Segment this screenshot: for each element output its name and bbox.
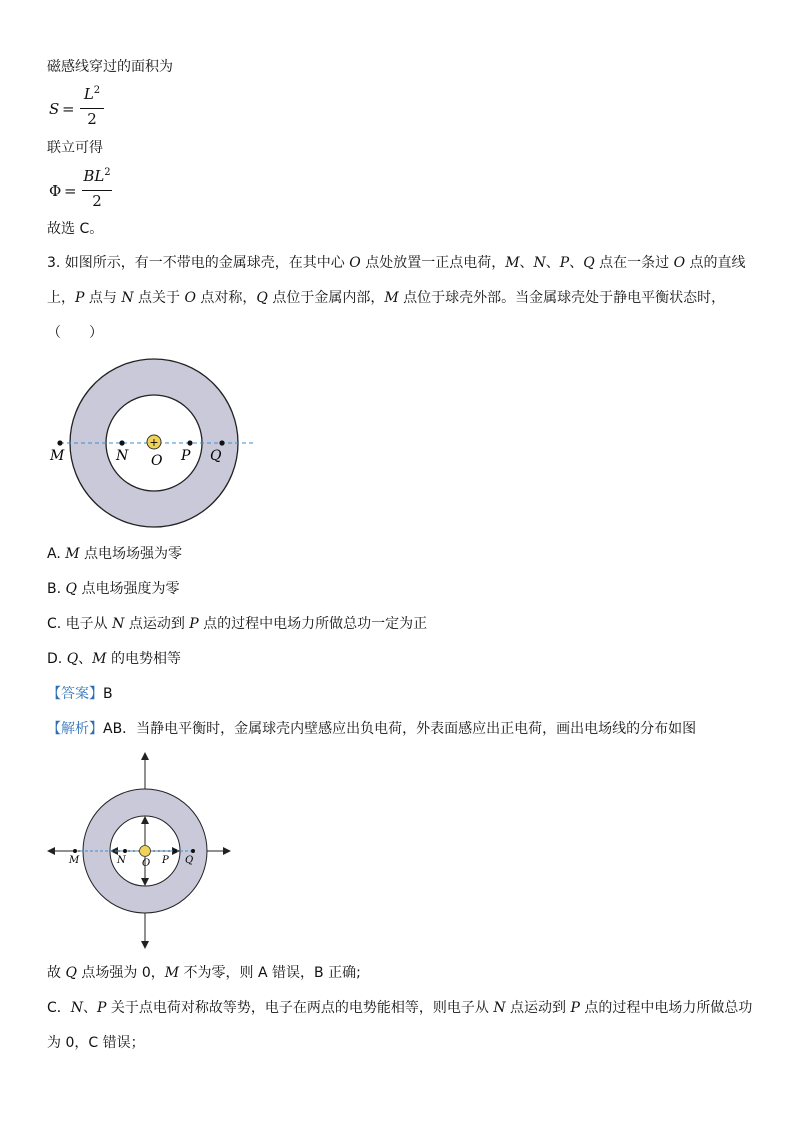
conclusion-ab: 故 Q 点场强为 0，M 不为零，则 A 错误，B 正确; [47,965,361,981]
point-Q [219,440,224,445]
area-fraction-bar [80,108,104,109]
figure-shell-diagram [40,355,270,535]
flux-eq: = [64,182,77,200]
point-M [57,440,62,445]
label-Q-2: Q [185,855,194,866]
explain-c-line-1: C．N、P 关于点电荷对称故等势，电子在两点的电势能相等，则电子从 N 点运动到 P 点的过程中电场力所做总功 [47,1000,753,1016]
analysis-line [47,719,696,739]
label-P: P [181,448,191,464]
label-Q: Q [210,448,222,464]
flux-fraction-bar [82,190,112,191]
area-lhs: S [49,100,60,118]
label-N-2: N [117,855,126,866]
area-denominator: 2 [87,110,97,128]
option-b: B. Q 点电场强度为零 [47,581,180,597]
analysis-text: AB．当静电平衡时，金属球壳内壁感应出负电荷，外表面感应出正电荷，画出电场线的分布如图 [103,721,697,737]
question-line-1: 3. 如图所示，有一不带电的金属球壳，在其中心 O 点处放置一正点电荷，M、N、P、Q 点在一条过 O 点的直线 [47,255,746,271]
flux-denominator: 2 [92,192,102,210]
positive-charge-2 [140,846,151,857]
intro-line: 磁感线穿过的面积为 [47,59,173,75]
label-O: O [151,453,163,469]
label-M: M [50,448,65,464]
explain-c-line-2: 为 0，C 错误； [47,1035,145,1051]
area-numerator: $L^2$ [83,85,101,103]
point-Q-2 [191,849,195,853]
label-M-2: M [69,855,80,866]
flux-numerator: $BL^2$ [83,167,111,185]
conclusion-line: 故选 C。 [47,221,104,237]
combine-line: 联立可得 [47,140,103,156]
point-N [119,440,124,445]
area-formula [47,85,117,138]
question-line-2: 上，P 点与 N 点关于 O 点对称，Q 点位于金属内部，M 点位于球壳外部。当金属球壳处于静电平衡状态时， [47,290,726,306]
option-d: D. Q、M 的电势相等 [47,651,181,667]
label-O-2: O [142,858,151,869]
area-eq: = [62,100,75,118]
answer-line [47,684,113,704]
analysis-tag: 【解析】 [47,721,103,737]
point-P [187,440,192,445]
option-a: A. M 点电场场强为零 [47,546,183,562]
option-c: C. 电子从 N 点运动到 P 点的过程中电场力所做总功一定为正 [47,616,428,632]
flux-formula [47,167,137,220]
flux-lhs: Φ [49,182,62,200]
point-N-2 [123,849,127,853]
point-M-2 [73,849,77,853]
answer-tag: 【答案】 [47,686,103,702]
charge-sign: + [149,436,159,449]
point-P-2 [173,849,177,853]
figure-field-lines [45,750,235,950]
answer-value: B [103,686,113,702]
label-N: N [116,448,129,464]
label-P-2: P [162,855,169,866]
question-paren: （ ） [47,325,103,341]
